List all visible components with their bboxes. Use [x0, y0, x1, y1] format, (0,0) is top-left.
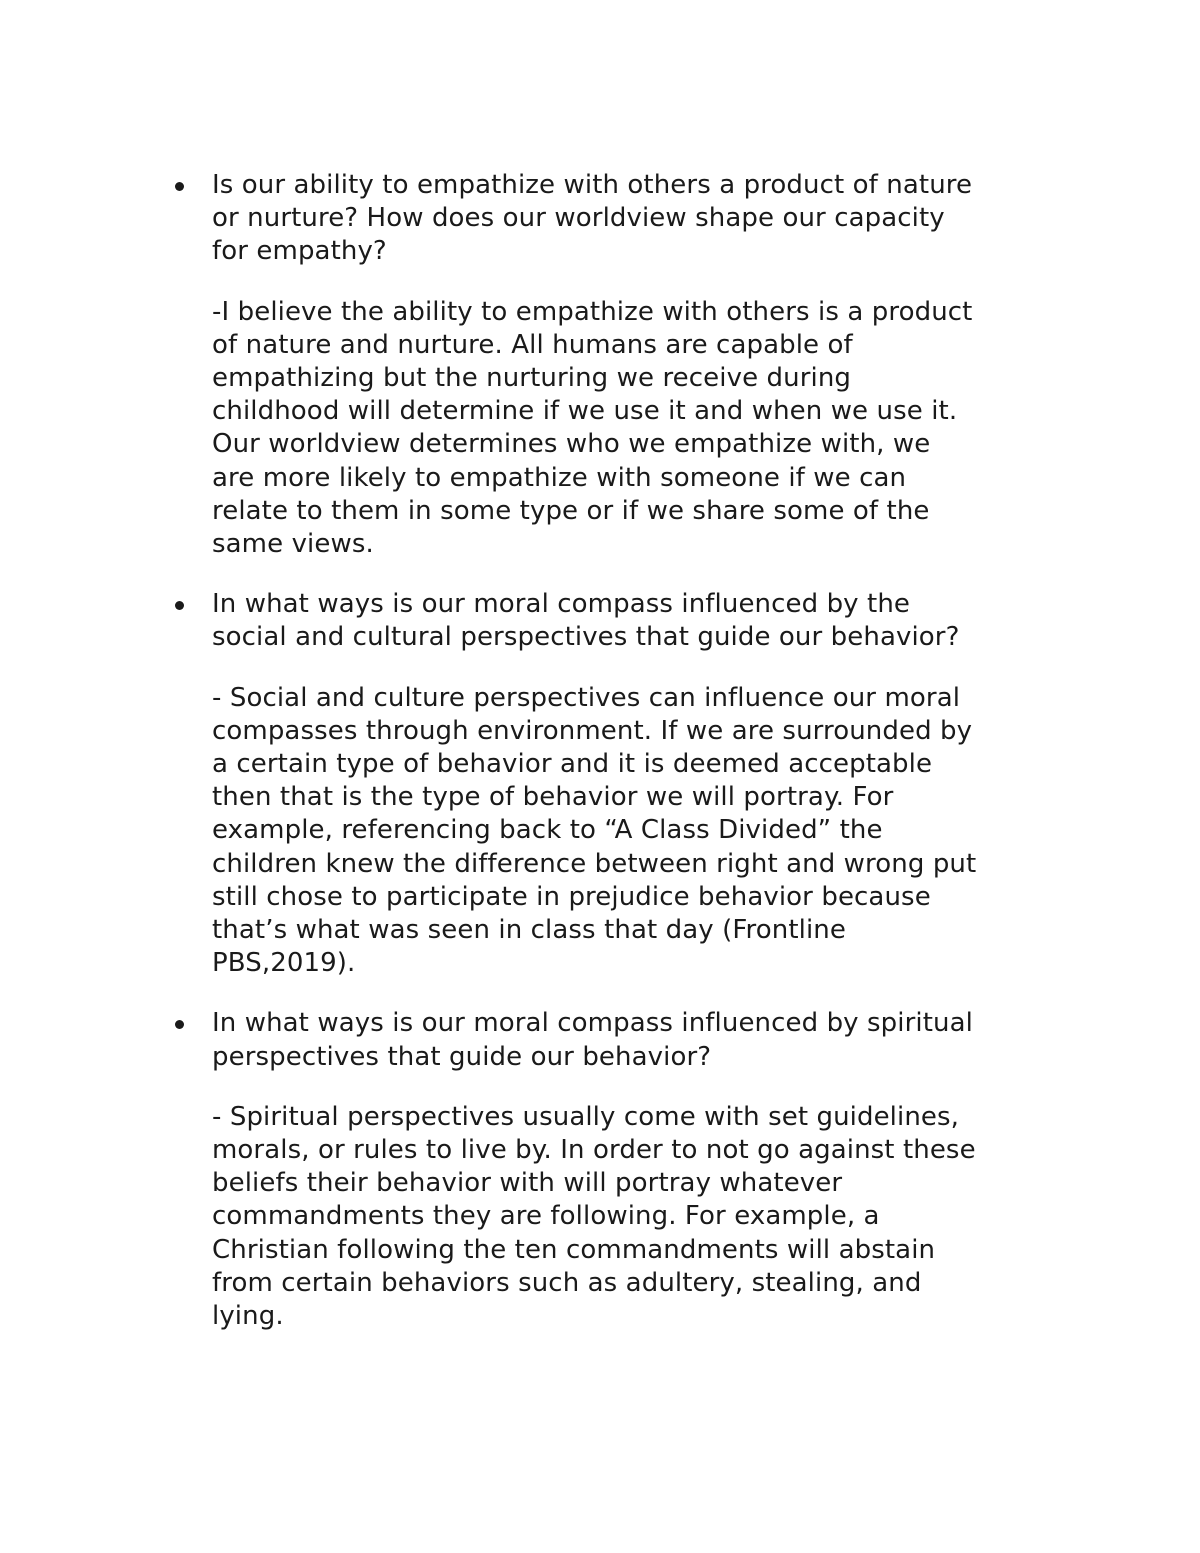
answer-line: morals, or rules to live by. In order to not go against these	[212, 1135, 976, 1166]
answer-line: relate to them in some type or if we share some of the	[212, 495, 930, 526]
answer-line: a certain type of behavior and it is deemed acceptable	[212, 749, 933, 780]
answer-line: - Social and culture perspectives can influence our moral	[212, 682, 961, 713]
question-line: In what ways is our moral compass influenced by spiritual	[212, 1008, 973, 1039]
answer-line: beliefs their behavior with will portray whatever	[212, 1168, 843, 1199]
list-item-spiritual	[212, 1007, 1092, 1333]
question-text	[212, 588, 1092, 654]
answer-line: from certain behaviors such as adultery, stealing, and	[212, 1267, 922, 1298]
list-item-empathy	[212, 169, 1092, 561]
bullet-icon	[175, 1020, 184, 1029]
answer-text	[212, 296, 1092, 562]
document-body	[212, 169, 1092, 1333]
answer-line: PBS,2019).	[212, 948, 356, 979]
answer-line: of nature and nurture. All humans are capable of	[212, 329, 853, 360]
question-line: or nurture? How does our worldview shape our capacity	[212, 203, 945, 234]
answer-text	[212, 1101, 1092, 1333]
answer-line: same views.	[212, 529, 374, 560]
question-line: for empathy?	[212, 236, 387, 267]
bullet-icon	[175, 601, 184, 610]
question-line: In what ways is our moral compass influenced by the	[212, 589, 910, 620]
question-text	[212, 169, 1092, 269]
answer-line: children knew the difference between right and wrong put	[212, 848, 977, 879]
answer-text	[212, 682, 1092, 981]
answer-line: empathizing but the nurturing we receive during	[212, 363, 852, 394]
answer-line: childhood will determine if we use it and when we use it.	[212, 396, 958, 427]
question-line: social and cultural perspectives that guide our behavior?	[212, 622, 960, 653]
answer-line: Our worldview determines who we empathize with, we	[212, 429, 931, 460]
answer-line: lying.	[212, 1301, 284, 1332]
answer-line: then that is the type of behavior we will portray. For	[212, 782, 894, 813]
answer-line: Christian following the ten commandments will abstain	[212, 1234, 936, 1265]
question-line: perspectives that guide our behavior?	[212, 1041, 712, 1072]
answer-line: - Spiritual perspectives usually come with set guidelines,	[212, 1101, 960, 1132]
answer-line: compasses through environment. If we are surrounded by	[212, 715, 973, 746]
answer-line: are more likely to empathize with someone if we can	[212, 462, 907, 493]
answer-line: example, referencing back to “A Class Divided” the	[212, 815, 883, 846]
answer-line: commandments they are following. For example, a	[212, 1201, 880, 1232]
question-text	[212, 1007, 1092, 1073]
answer-line: that’s what was seen in class that day (Frontline	[212, 915, 846, 946]
question-line: Is our ability to empathize with others a product of nature	[212, 170, 973, 200]
answer-line: still chose to participate in prejudice behavior because	[212, 881, 931, 912]
bullet-icon	[175, 182, 184, 191]
list-item-social-cultural	[212, 588, 1092, 980]
answer-line: -I believe the ability to empathize with others is a product	[212, 296, 973, 327]
